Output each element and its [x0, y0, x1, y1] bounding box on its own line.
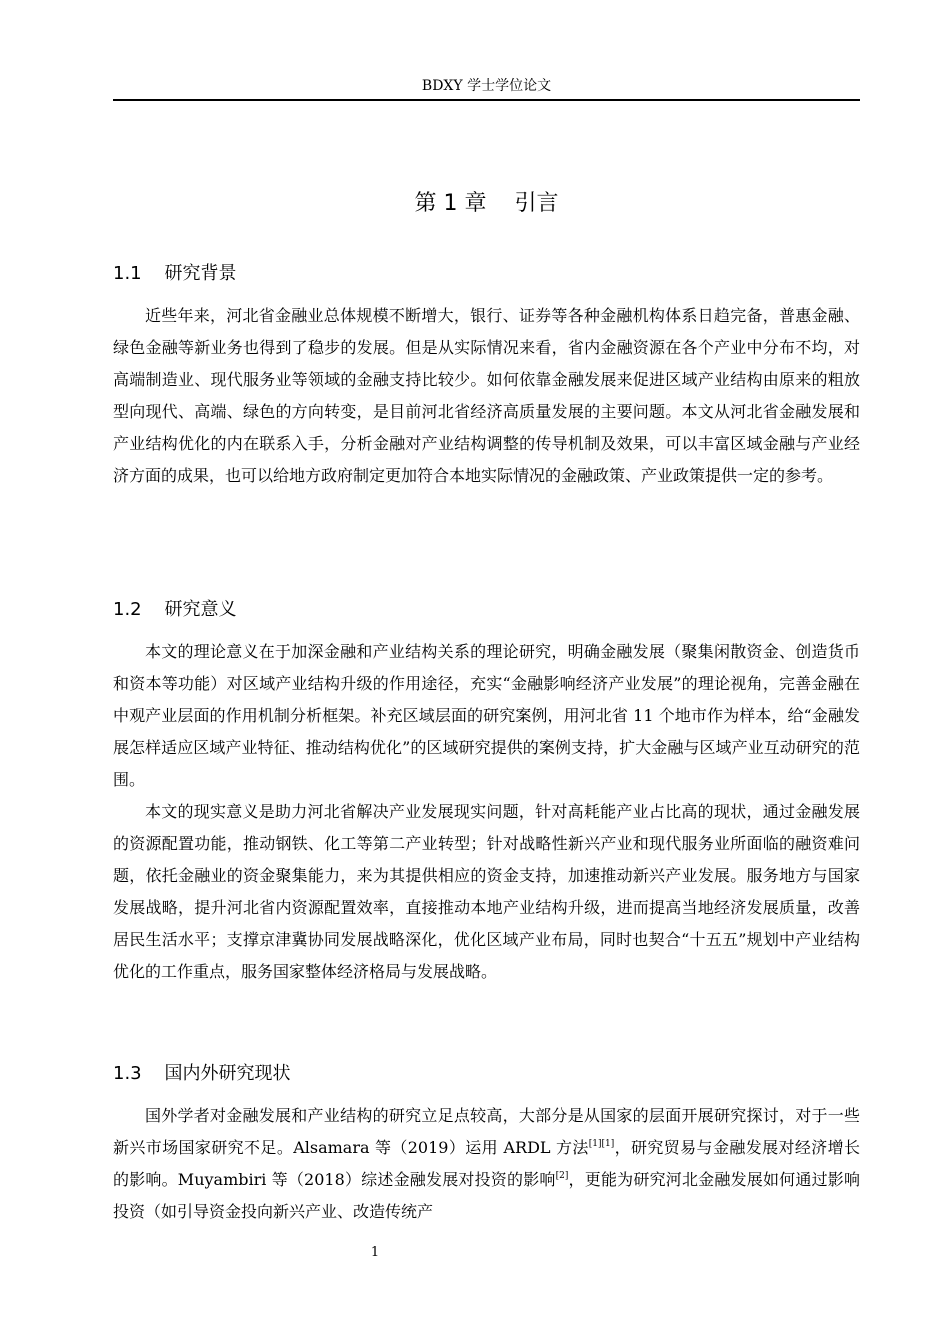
paragraph-background: 近些年来，河北省金融业总体规模不断增大，银行、证券等各种金融机构体系日趋完备，普惠金融、绿色金融等新业务也得到了稳步的发展。但是从实际情况来看，省内金融资源在各个产业中分布不均，对高端制造业、现代服务业等领域的金融支持比较少。如何依靠金融发展来促进区域产业结构由原来的粗放型向现代、高端、绿色的方向转变，是目前河北省经济高质量发展的主要问题。本文从河北省金融发展和产业结构优化的内在联系入手，分析金融对产业结构调整的传导机制及效果，可以丰富区域金融与产业经济方面的成果，也可以给地方政府制定更加符合本地实际情况的金融政策、产业政策提供一定的参考。 [113, 306, 860, 485]
paragraph-practical-significance: 本文的现实意义是助力河北省解决产业发展现实问题，针对高耗能产业占比高的现状，通过金融发展的资源配置功能，推动钢铁、化工等第二产业转型；针对战略性新兴产业和现代服务业所面临的融资难问题，依托金融业的资金聚集能力，来为其提供相应的资金支持，加速推动新兴产业发展。服务地方与国家发展战略，提升河北省内资源配置效率，直接推动本地产业结构升级，进而提高当地经济发展质量，改善居民生活水平；支撑京津冀协同发展战略深化，优化区域产业布局，同时也契合“十五五”规划中产业结构优化的工作重点，服务国家整体经济格局与发展战略。 [113, 802, 860, 981]
citation-2: [2] [555, 1171, 569, 1181]
header-rule [113, 99, 860, 101]
section-heading-background: 1.1 研究背景 [113, 263, 237, 284]
paragraph-research-status [113, 1100, 860, 1228]
paragraph-text: ，研究贸易与金融发展对经济增长的影响。Muyambiri 等（2018）综述金融发展对投资的影响 [113, 1138, 860, 1189]
citation-1: [1][1] [588, 1139, 615, 1149]
section-heading-research-status: 1.3 国内外研究现状 [113, 1063, 291, 1084]
paragraph-text: ，更能为研究河北金融发展如何通过影响投资（如引导资金投向新兴产业、改造传统产 [113, 1170, 860, 1221]
page-header: BDXY 学士学位论文 [421, 78, 552, 94]
page-number: 1 [370, 1245, 380, 1260]
paragraph-text: 国外学者对金融发展和产业结构的研究立足点较高，大部分是从国家的层面开展研究探讨，对于一些新兴市场国家研究不足。Alsamara 等（2019）运用 ARDL 方法 [113, 1106, 860, 1157]
section-heading-significance: 1.2 研究意义 [113, 599, 237, 620]
paragraph-theoretical-significance: 本文的理论意义在于加深金融和产业结构关系的理论研究，明确金融发展（聚集闲散资金、创造货币和资本等功能）对区域产业结构升级的作用途径，充实“金融影响经济产业发展”的理论视角，完善金融在中观产业层面的作用机制分析框架。补充区域层面的研究案例，用河北省 11 个地市作为样本，给“金融发展怎样适应区域产业特征、推动结构优化”的区域研究提供的案例支持，扩大金融与区域产业互动研究的范围。 [113, 642, 860, 789]
chapter-title: 第 1 章 引言 [414, 191, 559, 216]
